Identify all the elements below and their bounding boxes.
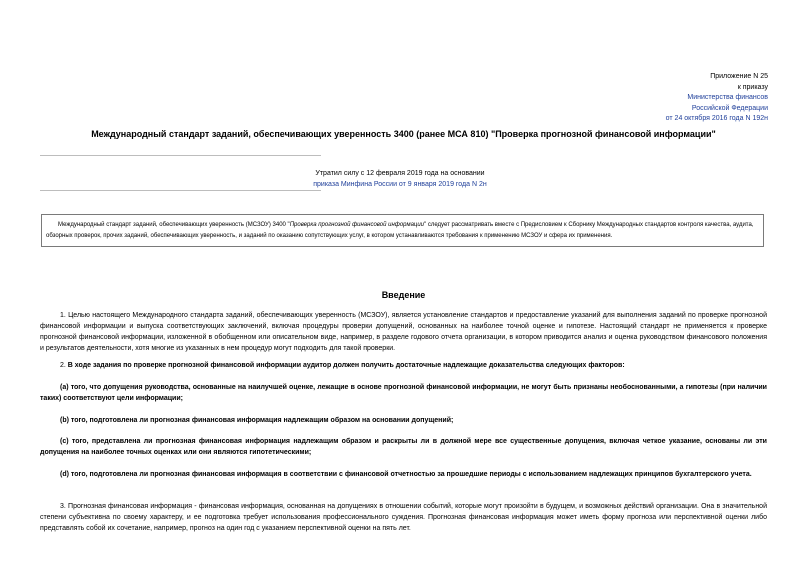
note-text-end: " следует рассматривать вместе с Предисловием к Сборнику Международных стандартов контроля качества, аудита, обзорных проверок, прочих заданий, обеспечивающих уверенность, и заданий по оказанию сопутствующих услуг, в котором устанавливаются требования к применению МСЗОУ и сфера их применения. (46, 222, 754, 239)
document-title: Международный стандарт заданий, обеспечивающих уверенность 3400 (ранее МСА 810) "Проверка прогнозной финансовой информации" (91, 129, 716, 139)
section-title-introduction: Введение (381, 290, 426, 300)
annex-date-link[interactable]: от 24 октября 2016 года N 192н (665, 115, 768, 122)
paragraph-2c: (c) того, представлена ли прогнозная финансовая информация надлежащим образом и раскрыты ли в должной мере все существенные допущения, включая четкое указание, основаны ли эти допущения на наиболее точных оценках или они являются гипотетическими; (40, 438, 767, 456)
divider-top (40, 155, 321, 156)
expired-notice (300, 168, 500, 190)
note-title-italic: Проверка прогнозной финансовой информации (289, 222, 425, 228)
annex-number: Приложение N 25 (710, 73, 768, 80)
paragraph-2-bold: В ходе задания по проверке прогнозной финансовой информации аудитор должен получить достаточные надлежащие доказательства следующих факторов: (67, 362, 625, 369)
paragraph-3: 3. Прогнозная финансовая информация - финансовая информация, основанная на допущениях в отношении событий, которые могут произойти в будущем, и возможных действий организации. Она в значительной степени субъективна по своему характеру, и ее подготовка требует использования профессионального суждения. Прогнозная финансовая информация может иметь форму прогноза или перспективной оценки либо представлять собой их сочетание, например, прогноз на один год с указанием перспективной оценки на пять лет. (40, 503, 767, 532)
standard-note-box (41, 214, 764, 247)
expired-order-link[interactable]: приказа Минфина России от 9 января 2019 года N 2н (313, 181, 487, 188)
paragraph-1: 1. Целью настоящего Международного стандарта заданий, обеспечивающих уверенность (МСЗОУ), является установление стандартов и предоставление указаний для выполнения заданий по проверке прогнозной финансовой информации и выпуска соответствующих заключений, включая процедуры проверки допущений, основанных на наиболее точной оценке и гипотезе. Настоящий стандарт не применяется к проверке прогнозной финансовой информации, изложенной в обобщенном или описательном виде, например, в разделе годового отчета организации, в котором приводится анализ и оценка руководством финансового положения и результатов деятельности, хотя многие из указанных в нем процедур могут подходить для такой проверки. (40, 312, 767, 352)
expired-text: Утратил силу с 12 февраля 2019 года на основании (315, 170, 485, 177)
paragraph-2a: (a) того, что допущения руководства, основанные на наилучшей оценке, лежащие в основе прогнозной финансовой информации, не могут быть признаны необоснованными, а гипотезы (при наличии таких) соответствуют цели информации; (40, 384, 767, 402)
annex-header (666, 72, 768, 125)
annex-order-ref: к приказу (737, 83, 768, 91)
annex-ministry-link[interactable]: Министерства финансов (687, 94, 768, 101)
divider-bottom (40, 190, 321, 191)
paragraph-2 (40, 360, 767, 371)
paragraph-2-number: 2. (60, 362, 68, 369)
paragraph-2d: (d) того, подготовлена ли прогнозная финансовая информация в соответствии с финансовой отчетностью за прошедшие периоды с использованием надлежащих принципов бухгалтерского учета. (60, 471, 752, 478)
annex-country-link[interactable]: Российской Федерации (691, 104, 768, 112)
note-text-start: Международный стандарт заданий, обеспечивающих уверенность (МСЗОУ) 3400 " (58, 222, 290, 228)
paragraph-2b: (b) того, подготовлена ли прогнозная финансовая информация надлежащим образом на основании допущений; (60, 417, 454, 424)
